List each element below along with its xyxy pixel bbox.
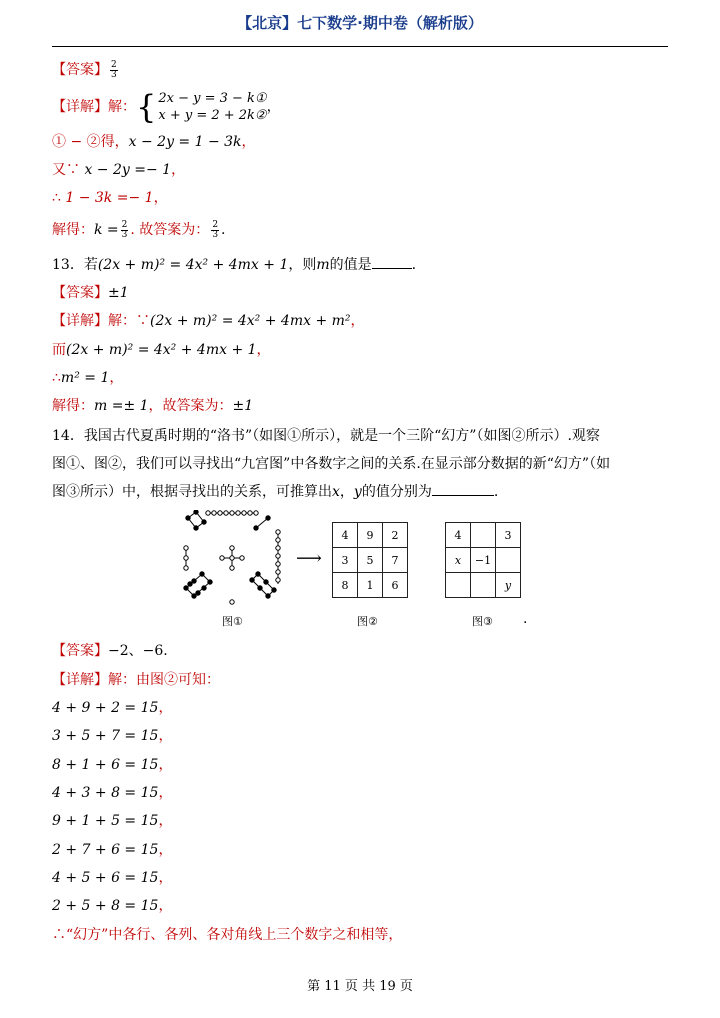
grid3-cell: [496, 548, 521, 573]
q12-answer: 【答案】 $\frac{2}{3}$: [52, 59, 117, 80]
q14-answer: 【答案】−2、−6.: [52, 643, 168, 659]
arrow-icon: ⟶: [296, 548, 322, 569]
fig1-caption: 图①: [222, 615, 243, 628]
header-rule: [52, 46, 668, 47]
figure-row: [0, 510, 720, 630]
grid3-cell: y: [496, 573, 521, 598]
answer-fraction: $\frac{2}{3}$: [111, 59, 117, 80]
answer-blank: [432, 483, 494, 496]
answer-blank: [372, 256, 412, 269]
q14-conclusion: ∴“幻方”中各行、各列、各对角线上三个数字之和相等，: [52, 927, 403, 943]
grid2-cell: 8: [333, 573, 358, 598]
grid2-cell: 7: [383, 548, 408, 573]
grid2-cell: 6: [383, 573, 408, 598]
grid3-cell: [446, 573, 471, 598]
page-header: 【北京】七下数学·期中卷（解析版）: [237, 14, 483, 32]
grid3-cell: [471, 523, 496, 548]
q14-line2: 图①、图②，我们可以寻找出“九宫图”中各数字之间的关系.在显示部分数据的新“幻方”（如: [52, 456, 611, 472]
q14-line1: 14．我国古代夏禹时期的“洛书”（如图①所示），就是一个三阶“幻方”（如图②所示）.观察: [52, 428, 600, 444]
grid2-cell: 1: [358, 573, 383, 598]
sum-line: 4 + 3 + 8 = 15，: [52, 784, 173, 801]
sum-line: 8 + 1 + 6 = 15，: [52, 756, 173, 773]
q13-detail: 【详解】解：∵(2x + m)² = 4x² + 4mx + m²，: [52, 313, 365, 329]
q13-question: 13．若(2x + m)² = 4x² + 4mx + 1，则m的值是 .: [52, 257, 417, 273]
q14-line3: 图③所示）中，根据寻找出的关系，可推算出x，y的值分别为 .: [52, 484, 499, 500]
magic-square-2: [332, 522, 408, 598]
system-brace: {: [136, 88, 157, 126]
q12-step3: ∴ 1 − 3k =− 1，: [52, 190, 168, 206]
grid3-cell: x: [446, 548, 471, 573]
q12-detail: 【详解】解：{ 2x − y = 3 − k① x + y = 2 + 2k② ，: [52, 88, 281, 126]
sum-line: 4 + 5 + 6 = 15，: [52, 869, 173, 886]
grid2-cell: 2: [383, 523, 408, 548]
luoshu-diagram: [178, 510, 286, 608]
page-footer: 第 11 页 共 19 页: [307, 979, 413, 994]
sum-line: 2 + 5 + 8 = 15，: [52, 898, 173, 915]
sum-line: 9 + 1 + 5 = 15，: [52, 813, 173, 830]
equation-system: 2x − y = 3 − k① x + y = 2 + 2k②: [158, 91, 267, 123]
sum-line: 2 + 7 + 6 = 15，: [52, 841, 173, 858]
grid2-cell: 5: [358, 548, 383, 573]
q12-step2: 又∵ x − 2y =− 1，: [52, 162, 186, 178]
sum-line: 3 + 5 + 7 = 15，: [52, 728, 173, 745]
grid3-cell: 3: [496, 523, 521, 548]
q13-answer: 【答案】±1: [52, 285, 129, 301]
final-fraction: $\frac{2}{3}$: [212, 219, 219, 240]
magic-square-3: [445, 522, 521, 598]
q12-step1: ① − ②得，x − 2y = 1 − 3k，: [52, 134, 256, 150]
fig-period: .: [523, 611, 528, 627]
grid3-cell: [471, 573, 496, 598]
grid2-cell: 3: [333, 548, 358, 573]
q14-detail: 【详解】解：由图②可知：: [52, 672, 220, 688]
grid3-cell: 4: [446, 523, 471, 548]
k-fraction: $\frac{2}{3}$: [121, 219, 128, 240]
fig3-caption: 图③: [472, 615, 493, 628]
grid3-cell: −1: [471, 548, 496, 573]
q13-step2: 而(2x + m)² = 4x² + 4mx + 1，: [52, 342, 271, 358]
grid2-cell: 9: [358, 523, 383, 548]
q13-step3: ∴m² = 1，: [52, 370, 124, 386]
sum-line: 4 + 9 + 2 = 15，: [52, 700, 173, 716]
grid2-cell: 4: [333, 523, 358, 548]
fig2-caption: 图②: [357, 615, 378, 628]
q12-solve: 解得：k = $\frac{2}{3}$ . 故答案为： $\frac{2}{3}$ .: [52, 219, 226, 240]
q13-solve: 解得：m =± 1，故答案为：±1: [52, 398, 254, 414]
